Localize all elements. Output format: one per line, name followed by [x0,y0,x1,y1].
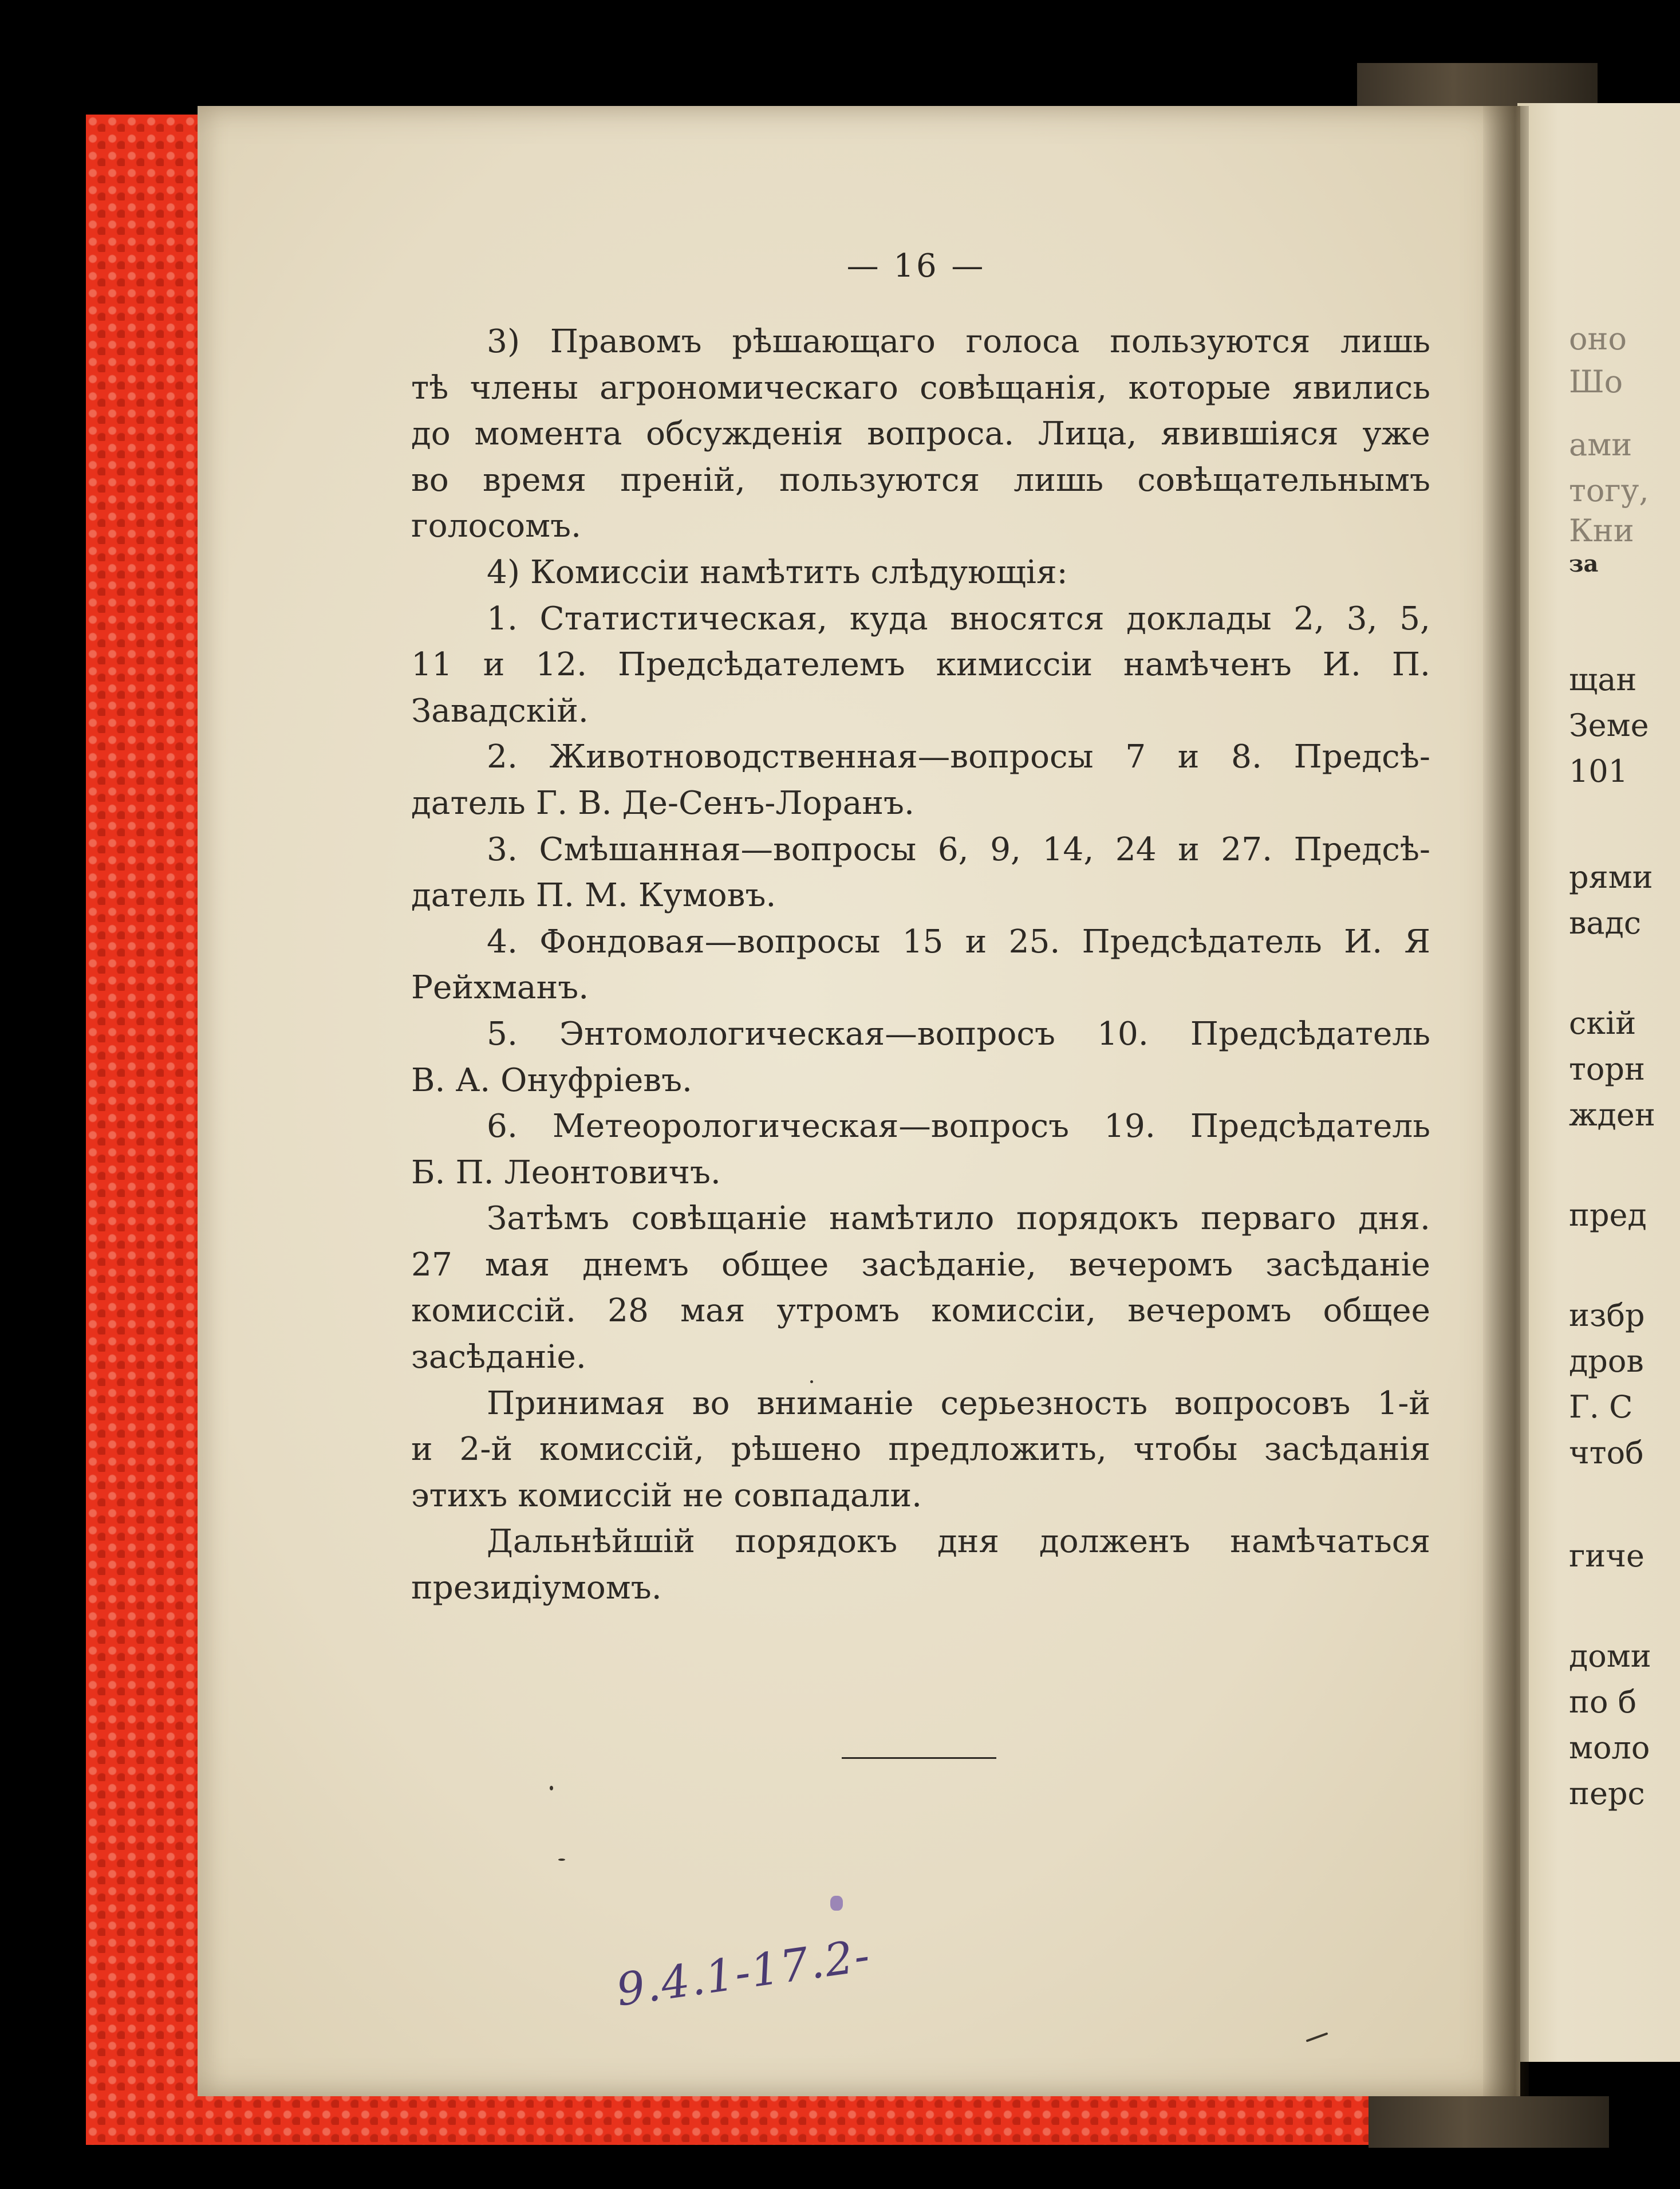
facing-fragment: пред [1569,1197,1647,1233]
facing-fragment: чтоб [1569,1435,1644,1471]
facing-fragment: доми [1569,1638,1651,1674]
paragraph [411,1104,1430,1196]
facing-fragment: Г. С [1569,1389,1633,1425]
end-rule [842,1757,996,1759]
text-line: 6. Метеорологическая—вопросъ 19. Предсѣдатель [487,1108,1430,1145]
facing-fragment: дров [1569,1343,1644,1379]
text-line: и 2-й комиссій, рѣшено предложить, чтобы засѣданія [411,1431,1430,1468]
paragraph [411,596,1430,735]
text-line: 3. Смѣшанная—вопросы 6, 9, 14, 24 и 27. Предсѣ- [487,830,1430,868]
facing-fragment: моло [1569,1730,1650,1766]
facing-fragment: избр [1569,1297,1645,1333]
text-line: засѣданіе. [411,1338,586,1376]
facing-fragment: Земе [1569,707,1649,743]
text-line: во время преній, пользуются лишь совѣщательнымъ [411,461,1430,499]
text-line: этихъ комиссій не совпадали. [411,1477,922,1514]
text-line: тѣ члены агрономическаго совѣщанія, которые явились [411,369,1430,407]
facing-fragment: вадс [1569,905,1642,941]
text-line: до момента обсужденія вопроса. Лица, явившіяся уже [411,415,1430,453]
handwritten-note: 9.4.1-17.2- [613,1930,874,2017]
paragraph [411,1011,1430,1104]
facing-fragment: за [1569,550,1599,577]
facing-fragment: Кни [1569,513,1634,549]
paragraph [411,1519,1430,1611]
paper-speck [558,1859,565,1861]
paragraph [411,1381,1430,1519]
paragraph [411,919,1430,1011]
text-line: 5. Энтомологическая—вопросъ 10. Предсѣдатель [487,1015,1430,1053]
facing-fragment: оно [1569,321,1627,357]
text-line: Рейхманъ. [411,969,589,1007]
text-line: датель П. М. Кумовъ. [411,877,776,915]
text-line: датель Г. В. Де-Сенъ-Лоранъ. [411,784,914,822]
text-line: 3) Правомъ рѣшающаго голоса пользуются лишь [487,323,1430,360]
text-line: президіумомъ. [411,1569,662,1607]
text-line: Принимая во вниманіе серьезность вопросовъ 1-й [487,1384,1430,1422]
text-line: 11 и 12. Предсѣдателемъ кимиссіи намѣченъ И. П. [411,646,1430,684]
page-body-text [411,319,1430,1612]
text-line: 27 мая днемъ общее засѣданіе, вечеромъ засѣданіе [411,1246,1430,1284]
facing-fragment: Шо [1569,364,1623,400]
page-gutter-shadow [1483,106,1529,2096]
facing-fragment: скій [1569,1005,1636,1041]
text-line: Б. П. Леонтовичъ. [411,1153,721,1191]
paragraph [411,319,1430,550]
text-line: 1. Статистическая, куда вносятся доклады 2, 3, 5, [487,600,1430,637]
text-line: В. А. Онуфріевъ. [411,1061,692,1099]
book-spine-bottom [1369,2096,1609,2148]
facing-fragment: по б [1569,1684,1637,1720]
facing-fragment: щан [1569,662,1637,698]
paragraph [411,827,1430,919]
paragraph [411,1196,1430,1380]
page-number: — 16 — [846,247,986,285]
facing-fragment: тогу, [1569,473,1649,509]
facing-fragment: 101 [1569,753,1628,789]
paragraph [411,734,1430,826]
facing-fragment: рями [1569,859,1653,895]
text-line: Затѣмъ совѣщаніе намѣтило порядокъ перваго дня. [487,1200,1430,1238]
facing-fragment: ами [1569,427,1632,463]
facing-fragment: гиче [1569,1538,1644,1574]
text-line: 4) Комиссіи намѣтить слѣдующія: [487,553,1068,591]
text-line: комиссій. 28 мая утромъ комиссіи, вечеромъ общее [411,1292,1430,1330]
text-line: голосомъ. [411,507,582,545]
facing-fragment: жден [1569,1097,1655,1133]
paper-speck [550,1786,553,1790]
text-line: Завадскій. [411,692,589,730]
paragraph [411,550,1430,596]
text-line: 2. Животноводственная—вопросы 7 и 8. Предсѣ- [487,738,1430,776]
paper-speck [810,1380,813,1383]
facing-fragment: перс [1569,1775,1645,1812]
text-line: 4. Фондовая—вопросы 15 и 25. Предсѣдатель И. Я [487,923,1430,960]
text-line: Дальнѣйшій порядокъ дня долженъ намѣчаться [487,1523,1430,1561]
ink-spot [830,1896,843,1911]
facing-fragment: торн [1569,1051,1645,1087]
